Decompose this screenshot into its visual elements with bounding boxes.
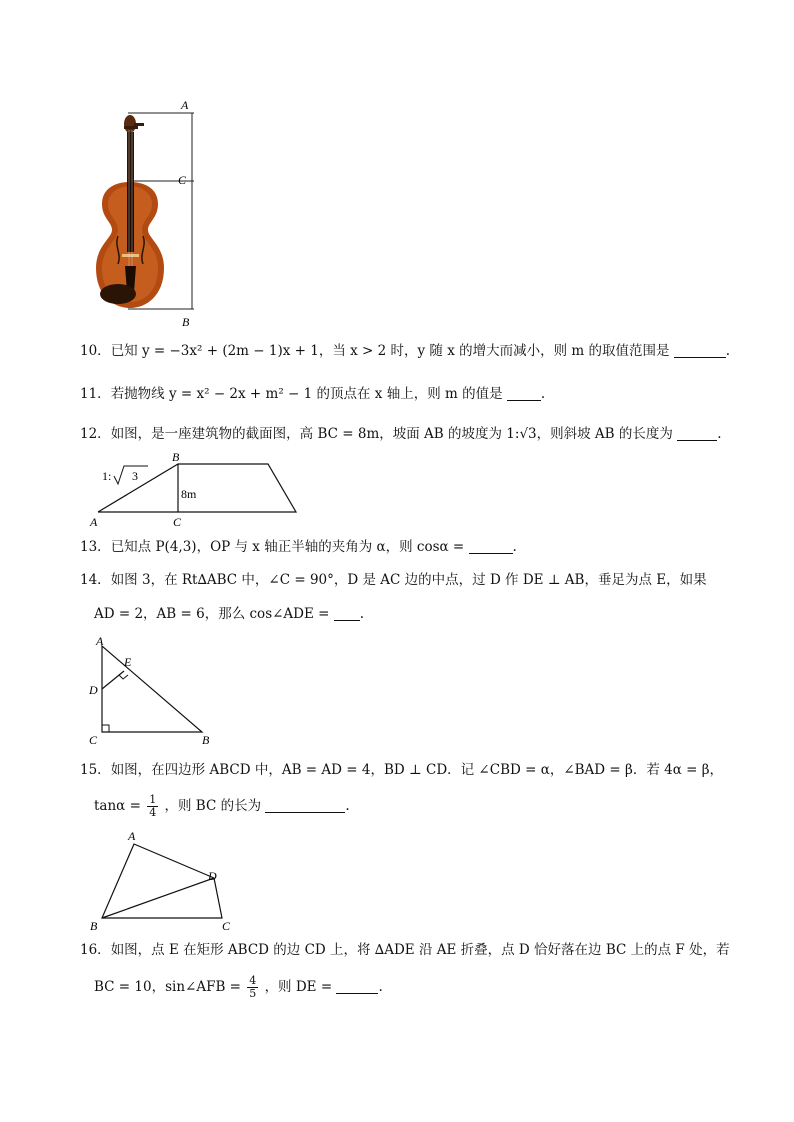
- answer-blank[interactable]: [674, 343, 726, 358]
- question-number: 13．: [80, 539, 111, 555]
- fraction: $\frac{1}{4}$: [149, 793, 157, 819]
- label-b: B: [182, 315, 190, 328]
- label-c: C: [222, 919, 231, 933]
- question-text: 如图，是一座建筑物的截面图，高 BC = 8m，坡面 AB 的坡度为 1:√3，则斜坡 AB 的长度为: [110, 426, 673, 442]
- label-c: C: [89, 733, 98, 747]
- question-11: 11．若抛物线 y = x² − 2x + m² − 1 的顶点在 x 轴上，则 m 的值是 .: [80, 386, 546, 402]
- question-text: 已知 y = −3x² + (2m − 1)x + 1，当 x > 2 时，y 随 x 的增大而减小，则 m 的取值范围是: [110, 343, 670, 359]
- answer-blank[interactable]: [507, 386, 541, 401]
- label-b: B: [172, 450, 180, 464]
- question-text: 已知点 P(4,3)，OP 与 x 轴正半轴的夹角为 α，则 cosα =: [110, 539, 465, 555]
- label-d: D: [208, 869, 217, 883]
- question-text-line1: 如图，在四边形 ABCD 中，AB = AD = 4，BD ⊥ CD．记 ∠CBD = α，∠BAD = β．若 4α = β，: [110, 762, 724, 778]
- label-b: B: [202, 733, 210, 747]
- label-e: E: [124, 655, 132, 669]
- answer-blank[interactable]: [677, 426, 717, 441]
- question-number: 11．: [80, 386, 111, 402]
- question-number: 14．: [80, 572, 111, 588]
- label-a: A: [181, 98, 189, 112]
- slope-label: 1:: [102, 469, 112, 483]
- question-15: [80, 760, 730, 780]
- answer-blank[interactable]: [265, 798, 345, 813]
- question-10: 10．已知 y = −3x² + (2m − 1)x + 1，当 x > 2 时，y 随 x 的增大而减小，则 m 的取值范围是 .: [80, 343, 731, 359]
- height-label: 8m: [181, 487, 197, 501]
- question-text-line1: 如图 3，在 Rt∆ABC 中，∠C = 90°，D 是 AC 边的中点，过 D 作 DE ⊥ AB，垂足为点 E，如果: [110, 572, 707, 588]
- question-16: [80, 940, 730, 960]
- question-15-line2: tanα = $\frac{1}{4}$ ，则 BC 的长为 .: [94, 793, 350, 819]
- question-text: 若抛物线 y = x² − 2x + m² − 1 的顶点在 x 轴上，则 m 的值是: [110, 386, 503, 402]
- question-text-line2: AD = 2，AB = 6，那么 cos∠ADE =: [94, 606, 330, 622]
- label-a: A: [128, 829, 136, 843]
- fraction: $\frac{4}{5}$: [249, 974, 257, 1000]
- question-number: 12．: [80, 426, 111, 442]
- question-13: 13．已知点 P(4,3)，OP 与 x 轴正半轴的夹角为 α，则 cosα = .: [80, 539, 517, 555]
- sqrt-label: 3: [132, 469, 138, 483]
- figure-12-cross-section: [88, 448, 308, 530]
- answer-blank[interactable]: [334, 606, 360, 621]
- figure-15-quadrilateral: [86, 826, 246, 934]
- label-a: A: [96, 634, 104, 648]
- label-d: D: [89, 683, 98, 697]
- question-16-line2: BC = 10，sin∠AFB = $\frac{4}{5}$ ，则 DE = .: [94, 974, 383, 1000]
- question-14: [80, 570, 730, 590]
- question-number: 10．: [80, 343, 111, 359]
- question-12: 12．如图，是一座建筑物的截面图，高 BC = 8m，坡面 AB 的坡度为 1:√3，则斜坡 AB 的长度为 .: [80, 426, 722, 442]
- label-c: C: [178, 173, 187, 187]
- question-number: 15．: [80, 762, 111, 778]
- label-a: A: [90, 515, 98, 529]
- question-number: 16．: [80, 942, 111, 958]
- question-14-line2: AD = 2，AB = 6，那么 cos∠ADE = .: [94, 606, 365, 622]
- answer-blank[interactable]: [469, 539, 513, 554]
- violin-figure: [88, 96, 208, 328]
- label-c: C: [173, 515, 182, 529]
- figure-14-right-triangle: [86, 632, 216, 748]
- question-text-line1: 如图，点 E 在矩形 ABCD 的边 CD 上，将 ∆ADE 沿 AE 折叠，点 D 恰好落在边 BC 上的点 F 处，若: [110, 942, 730, 958]
- label-b: B: [90, 919, 98, 933]
- answer-blank[interactable]: [336, 979, 378, 994]
